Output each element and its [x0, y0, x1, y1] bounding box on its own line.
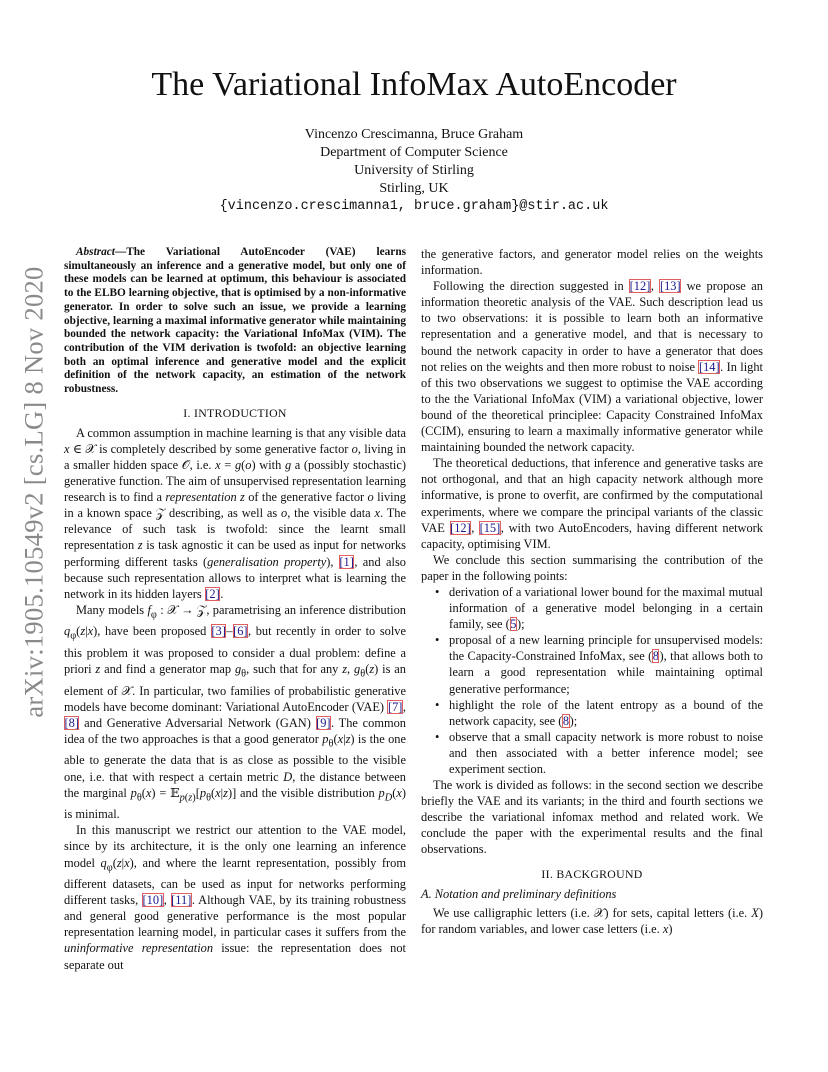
paper-title: The Variational InfoMax AutoEncoder — [151, 66, 677, 103]
author-email: {vincenzo.crescimanna1, bruce.graham}@stir.ac.uk — [219, 199, 609, 214]
intro-paragraph-6: We conclude this section summarising the contribution of the paper in the following points: — [421, 552, 763, 583]
left-column — [64, 246, 406, 973]
citation-link[interactable]: [1] — [339, 554, 354, 569]
citation-link[interactable]: 8 — [562, 713, 570, 728]
citation-link[interactable]: [13] — [659, 279, 681, 294]
section-heading-background: II. BACKGROUND — [541, 866, 643, 881]
intro-paragraph-3: In this manuscript we restrict our attention to the VAE model, since by its architecture, it is the only one learning an inference model $q_\varphi(z|x)$, and where the learnt representation, possibly from different datasets, can be used as input for networks performing different tasks, [10], [11]. Although VAE, by its training robustness and general good generative performance is the most popular representation learning model, in particular cases it suffers from the uninformative representation issue: the representation does not separate out — [64, 823, 407, 972]
citation-link[interactable]: [2] — [205, 586, 220, 601]
citation-link[interactable]: [10] — [142, 893, 164, 908]
intro-paragraph-5: The theoretical deductions, that inference and generative tasks are not orthogonal, and that an high capacity network although more informative, is prone to overfit, are confirmed by the computational experiments, where we compare the principal variants of the classic VAE [12], [15], with two AutoEncoders, having different network capacity, optimising VIM. — [421, 456, 763, 551]
arxiv-sidebar-id — [14, 266, 54, 718]
affiliation-dept: Department of Computer Science — [320, 145, 508, 160]
abstract-text: —The Variational AutoEncoder (VAE) learns simultaneously an inference and a generative model, but only one of these models can be learned at optimum, this behaviour is associated to the ELBO learning objective, that is optimised by a non-informative generator. In order to solve such an issue, we provide a learning objective, learning a maximal informative generator while maintaining bounded the network capacity: the Variational InfoMax (VIM). The contribution of the VIM derivation is twofold: an objective learning both an optimal inference and generative model and the explicit definition of the network capacity, an estimation of the network robustness. — [64, 246, 406, 396]
citation-link[interactable]: [8] — [64, 715, 79, 730]
intro-paragraph-3-cont: the generative factors, and generator model relies on the weights information. — [421, 247, 763, 278]
contribution-list — [421, 584, 763, 777]
citation-link[interactable]: [14] — [698, 359, 720, 374]
intro-paragraph-2: Many models $f_\varphi$ : 𝒳 → 𝒵, parametrising an inference distribution $q_\varphi(z|x)$, have been proposed [3]–[6], but recently in order to solve this problem it was proposed to consider a dual problem: define a priori z and find a generator map $g_\theta$, such that for any z, $g_\theta(z)$ is an element of 𝒳. In particular, two families of probabilistic generative models have become dominant: Variational AutoEncoder (VAE) [7], [8] and Generative Adversarial Network (GAN) [9]. The common idea of the two approaches is that a good generator $p_\theta(x|z)$ is the one able to generate the data that is as close as possible to the visible one, i.e. that with respect a certain metric D, the distance between the marginal $p_\theta(x)$ = $𝔼_{p(z)}[p_\theta(x|z)]$ and the visible distribution $p_D(x)$ is minimal. — [64, 602, 407, 822]
subsection-heading-notation: A. Notation and preliminary definitions — [421, 886, 617, 901]
citation-link[interactable]: [11] — [171, 893, 192, 908]
citation-link[interactable]: 5 — [510, 617, 517, 632]
citation-link[interactable]: [7] — [387, 699, 403, 714]
citation-link[interactable]: [12] — [450, 520, 471, 535]
list-item: • highlight the role of the latent entropy as a bound of the network capacity, see (8); — [449, 697, 763, 729]
citation-link[interactable]: [12] — [629, 279, 651, 294]
intro-paragraph-4: Following the direction suggested in [12], [13] we propose an information theoretic analysis of the VAE. Such description lead us to two observations: it is possible to learn both an informative representation and a generative model, and that is necessary to bound the network capacity in order to have a generator that does not relies on the weights and then more robust to noise [14]. In light of this two observations we suggest to optimise the VAE according to the the Variational InfoMax (VIM) a variational objective, lower bound of the theoretical principlee: Capacity Constrained InfoMax (CCIM), ensuring to learn a maximally informative generator while maintaining bounded the network capacity. — [421, 279, 764, 455]
section-heading-introduction: I. INTRODUCTION — [183, 405, 287, 420]
background-paragraph-1: We use calligraphic letters (i.e. 𝒳) for sets, capital letters (i.e. X) for random variables, and lower case letters (i.e. x) — [421, 905, 763, 936]
arxiv-id-text: arXiv:1905.10549v2 [cs.LG] 8 Nov 2020 — [18, 266, 49, 718]
citation-link[interactable]: [15] — [479, 520, 501, 535]
abstract-label: Abstract — [76, 246, 115, 258]
affiliation-city: Stirling, UK — [379, 181, 449, 196]
right-column — [421, 246, 763, 937]
list-item: • derivation of a variational lower bound for the maximal mutual information of a generative model belonging in a certain family, see (5); — [449, 584, 763, 632]
affiliation-univ: University of Stirling — [354, 163, 474, 178]
intro-paragraph-1: A common assumption in machine learning is that any visible data x ∈ 𝒳 is completely described by some generative factor o, living in a smaller hidden space 𝒪, i.e. x = g(o) with g a (possibly stochastic) generative function. The aim of unsupervised representation learning research is to find a representation z of the generative factor o living in a known space 𝒵 describing, as well as o, the visible data x. The relevance of such task is twofold: since the learnt small representation z is task agnostic it can be used as input for networks performing different tasks (generalisation property), [1], and also because such representation allows to interpret what is learning the network in its hidden layers [2]. — [64, 425, 407, 601]
citation-link[interactable]: [6] — [233, 624, 248, 639]
author-block — [0, 126, 828, 216]
citation-link[interactable]: [3] — [211, 624, 226, 639]
list-item: • proposal of a new learning principle for unsupervised models: the Capacity-Constrained InfoMax, see (8), that allows both to learn a good representation while maintaining optimal generative performance; — [449, 632, 763, 696]
intro-paragraph-7: The work is divided as follows: in the second section we describe briefly the VAE and its variants; in the third and fourth sections we describe the variational infomax method and related work. We conclude the paper with the experimental results and the final observations. — [421, 778, 763, 857]
abstract — [64, 246, 406, 397]
citation-link[interactable]: [9] — [316, 715, 331, 730]
citation-link[interactable]: 8 — [652, 649, 659, 664]
author-names: Vincenzo Crescimanna, Bruce Graham — [304, 127, 524, 142]
list-item: • observe that a small capacity network is more robust to noise and then associated with a better inference model; see experiment section. — [449, 729, 763, 777]
